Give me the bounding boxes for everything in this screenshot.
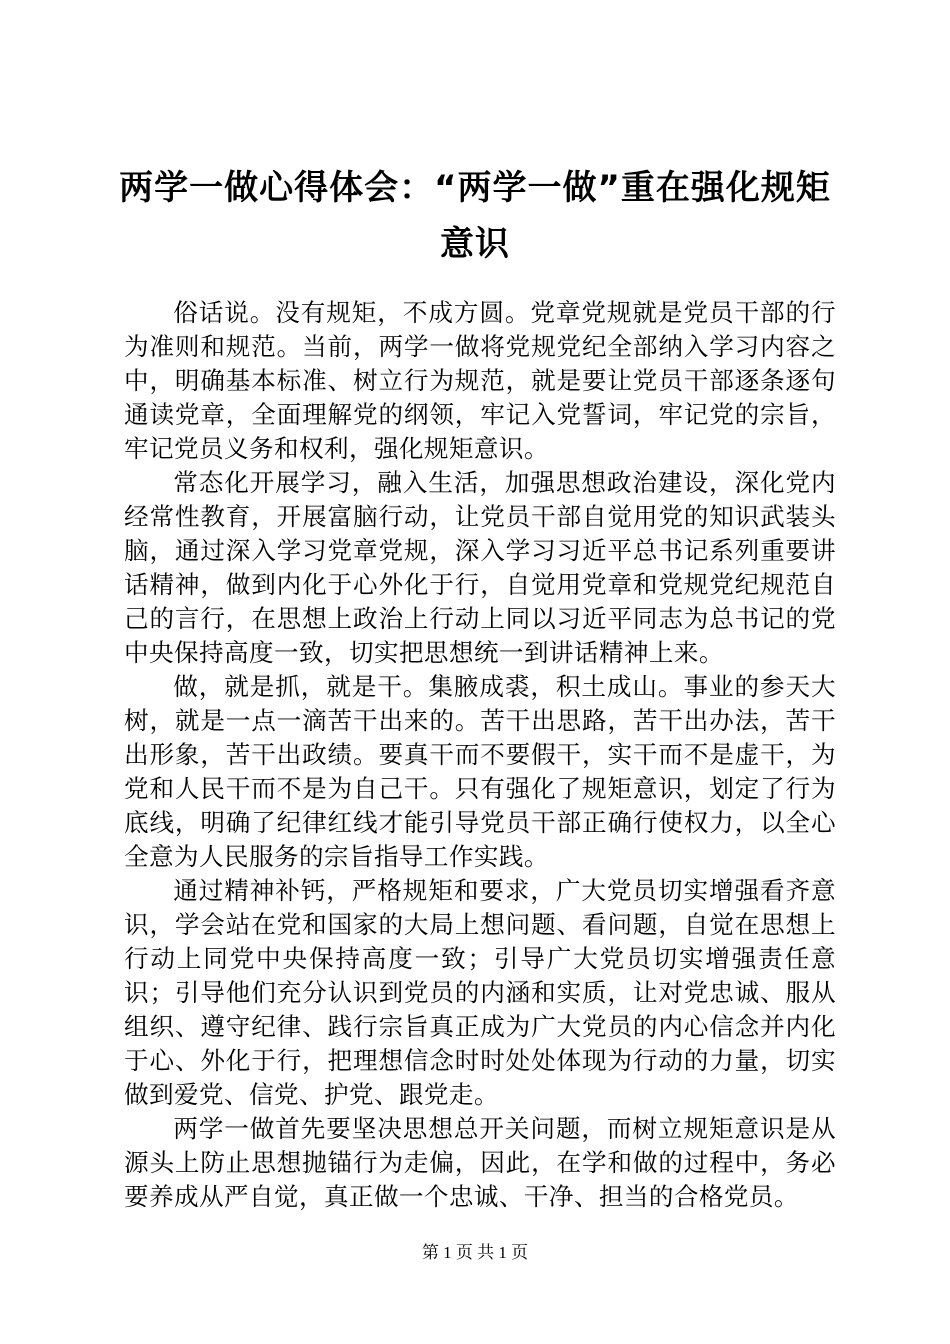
- document-title: 两学一做心得体会：“两学一做”重在强化规矩意识: [119, 168, 831, 264]
- paragraph-5: 两学一做首先要坚决思想总开关问题，而树立规矩意识是从源头上防止思想抛锚行为走偏，因此，在学和做的过程中，务必要养成从严自觉，真正做一个忠诚、干净、担当的合格党员。: [124, 1114, 836, 1211]
- paragraph-3: 做，就是抓，就是干。集腋成裘，积土成山。事业的参天大树，就是一点一滴苦干出来的。苦干出思路，苦干出办法，苦干出形象，苦干出政绩。要真干而不要假干，实干而不是虚干，为党和人民干而不是为自己干。只有强化了规矩意识，划定了行为底线，明确了纪律红线才能引导党员干部正确行使权力，以全心全意为人民服务的宗旨指导工作实践。: [124, 672, 836, 871]
- paragraph-1: 俗话说。没有规矩，不成方圆。党章党规就是党员干部的行为准则和规范。当前，两学一做将党规党纪全部纳入学习内容之中，明确基本标准、树立行为规范，就是要让党员干部逐条逐句通读党章，全面理解党的纲领，牢记入党誓词，牢记党的宗旨，牢记党员义务和权利，强化规矩意识。: [124, 298, 836, 463]
- paragraph-4: 通过精神补钙，严格规矩和要求，广大党员切实增强看齐意识，学会站在党和国家的大局上想问题、看问题，自觉在思想上行动上同党中央保持高度一致；引导广大党员切实增强责任意识；引导他们充分认识到党员的内涵和实质，让对党忠诚、服从组织、遵守纪律、践行宗旨真正成为广大党员的内心信念并内化于心、外化于行，把理想信念时时处处体现为行动的力量，切实做到爱党、信党、护党、跟党走。: [124, 876, 836, 1109]
- paragraph-2: 常态化开展学习，融入生活，加强思想政治建设，深化党内经常性教育，开展富脑行动，让党员干部自觉用党的知识武装头脑，通过深入学习党章党规，深入学习习近平总书记系列重要讲话精神，做到内化于心外化于行，自觉用党章和党规党纪规范自己的言行，在思想上政治上行动上同以习近平同志为总书记的党中央保持高度一致，切实把思想统一到讲话精神上来。: [124, 468, 836, 667]
- document-body: [124, 296, 836, 1214]
- page-footer: 第 1 页 共 1 页: [421, 1243, 529, 1262]
